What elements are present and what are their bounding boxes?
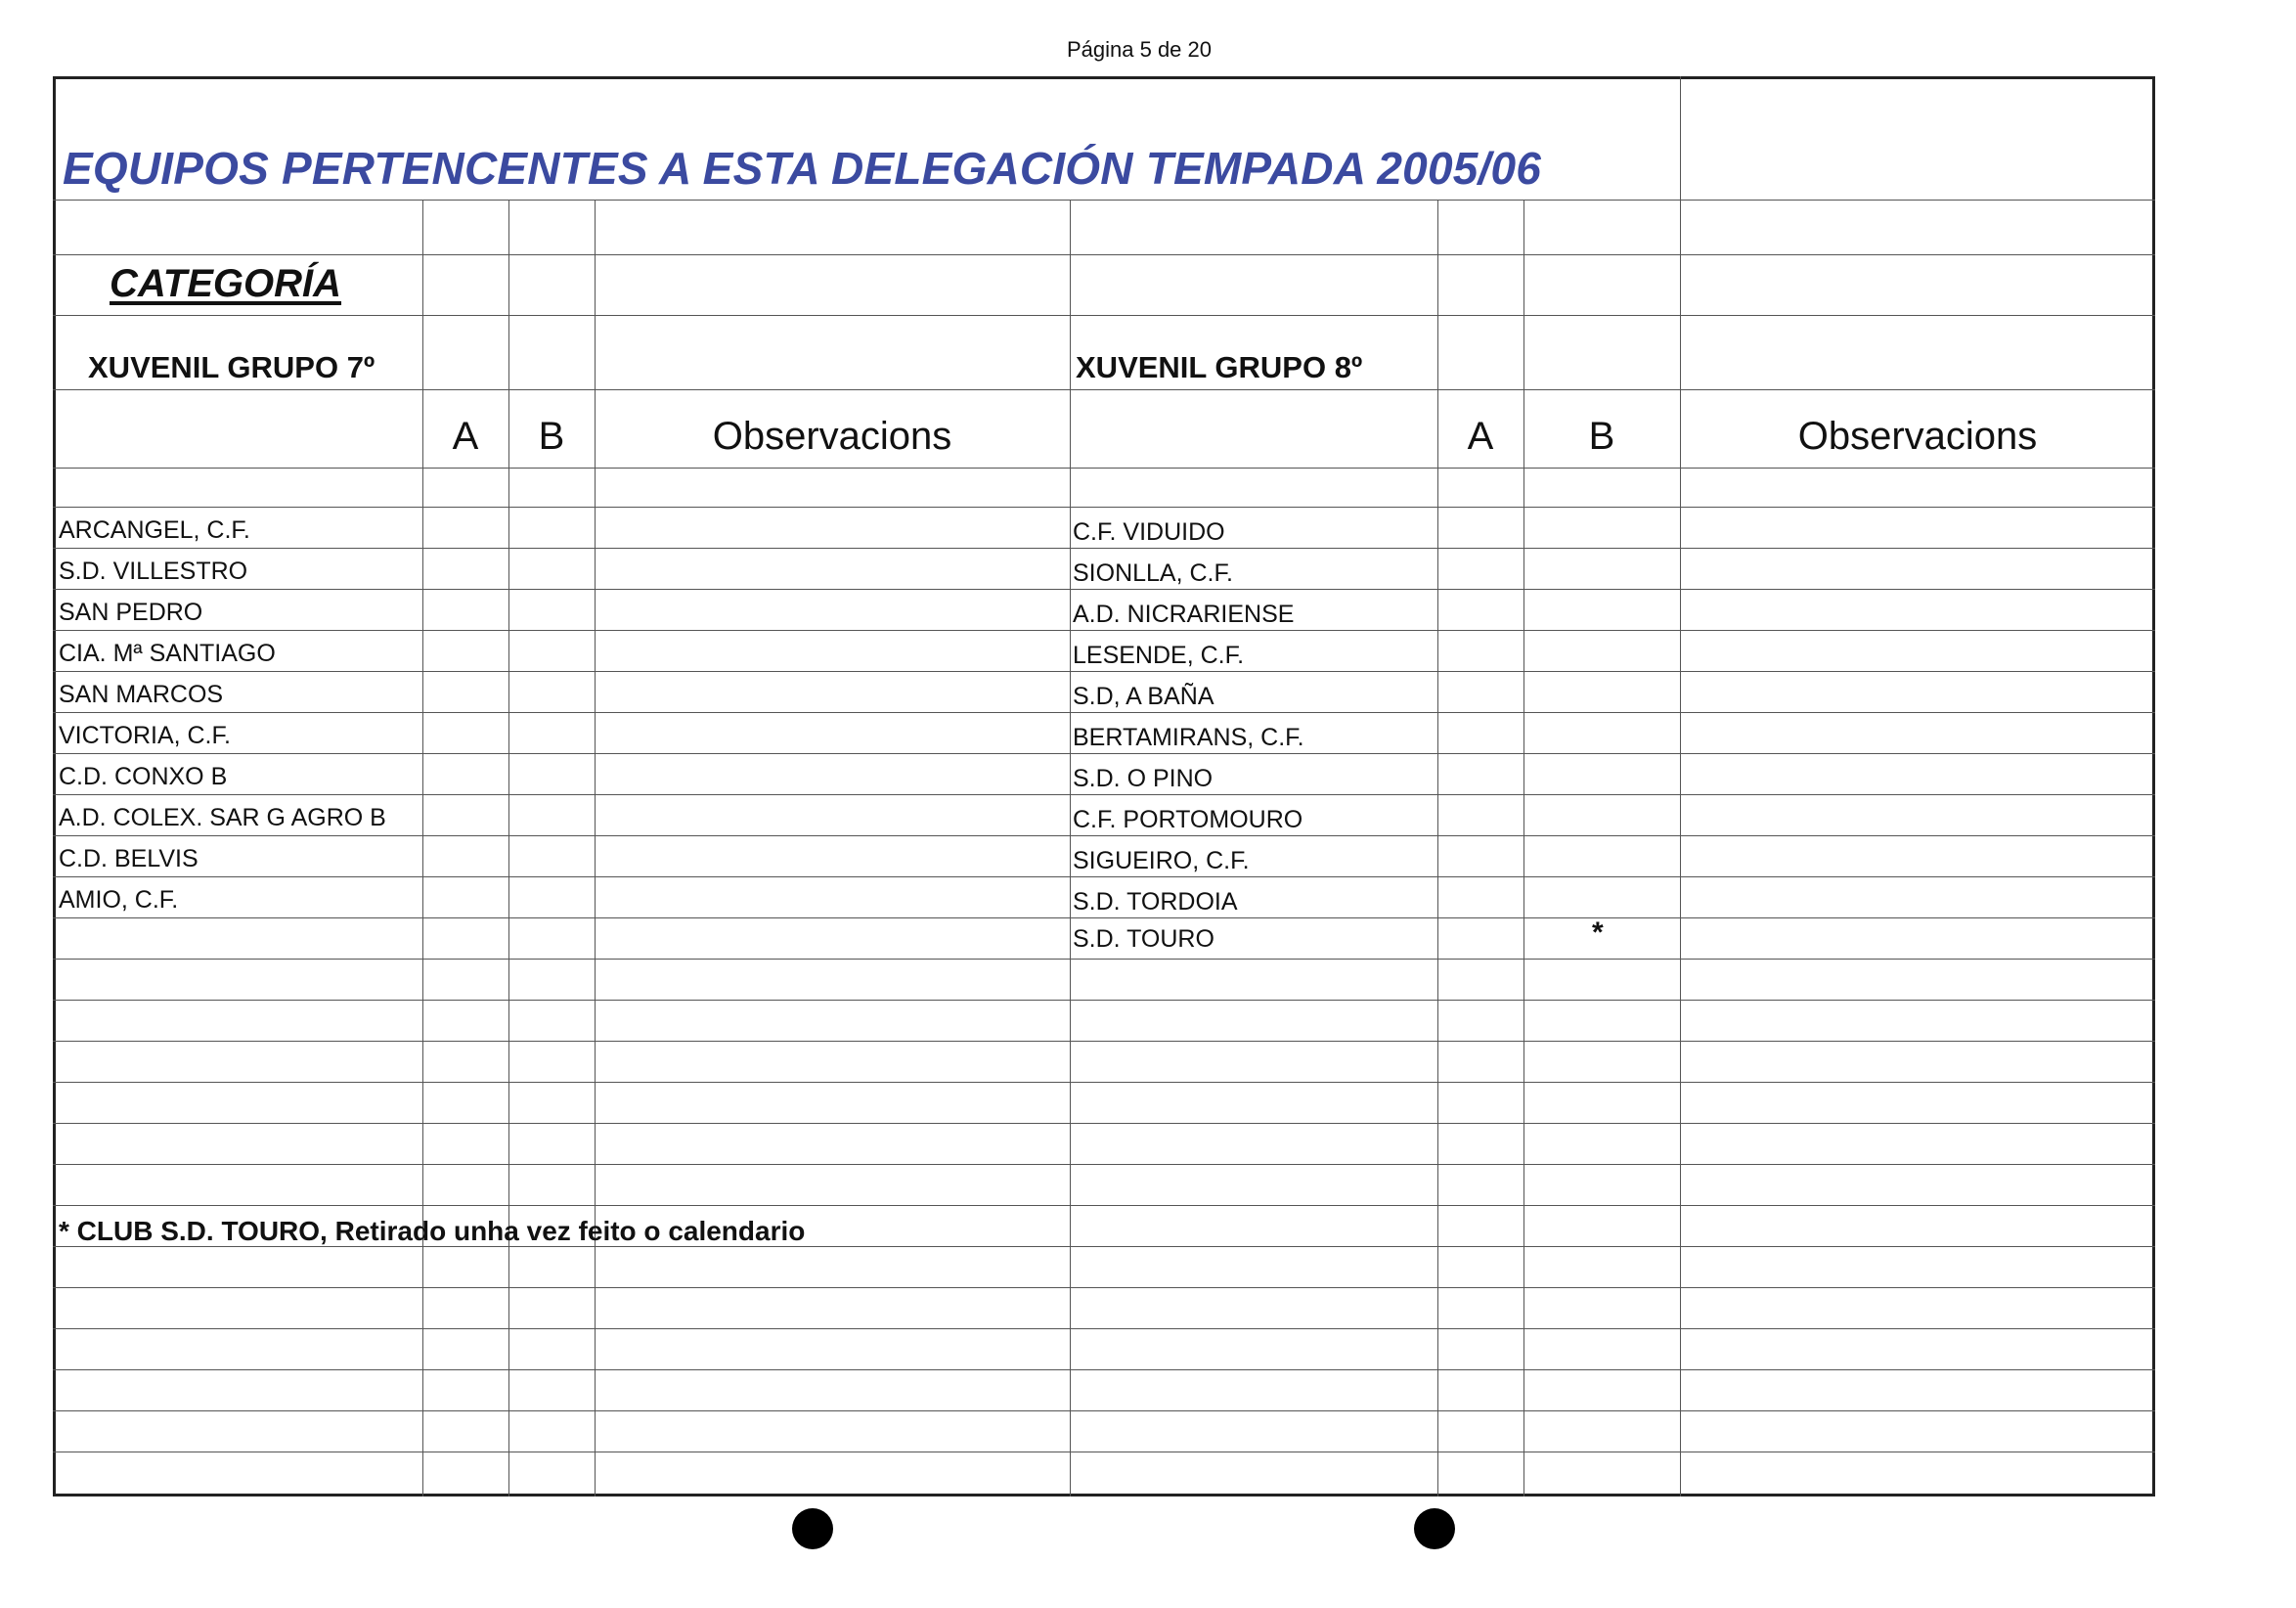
punch-hole-right: [1414, 1508, 1455, 1549]
touro-withdrawn-marker: *: [1592, 916, 1604, 949]
group-7-team: AMIO, C.F.: [59, 886, 179, 914]
group-7-team: VICTORIA, C.F.: [59, 722, 231, 749]
group-8-team: C.F. VIDUIDO: [1073, 518, 1225, 546]
group-7-observations-header: Observacions: [712, 415, 952, 458]
group-8-title: XUVENIL GRUPO 8º: [1076, 350, 1363, 384]
group-7-team: C.D. CONXO B: [59, 763, 228, 790]
group-8-team: BERTAMIRANS, C.F.: [1073, 724, 1304, 751]
group-7-col-b-header: B: [538, 415, 565, 458]
punch-hole-left: [792, 1508, 833, 1549]
group-8-col-b-header: B: [1588, 415, 1615, 458]
group-8-team: S.D. O PINO: [1073, 765, 1214, 792]
group-8-team: SIONLLA, C.F.: [1073, 559, 1233, 587]
group-7-team: CIA. Mª SANTIAGO: [59, 640, 276, 667]
group-8-team: S.D. TOURO: [1073, 925, 1214, 953]
group-8-team: A.D. NICRARIENSE: [1073, 601, 1295, 628]
group-8-team: SIGUEIRO, C.F.: [1073, 847, 1250, 874]
group-8-col-a-header: A: [1467, 415, 1494, 458]
footnote: * CLUB S.D. TOURO, Retirado unha vez feito o calendario: [59, 1216, 806, 1246]
group-7-col-a-header: A: [452, 415, 479, 458]
group-7-title: XUVENIL GRUPO 7º: [88, 350, 375, 384]
group-8-observations-header: Observacions: [1797, 415, 2038, 458]
group-7-team: S.D. VILLESTRO: [59, 558, 248, 585]
group-7-team: C.D. BELVIS: [59, 845, 199, 872]
page-number: Página 5 de 20: [1066, 37, 1213, 62]
group-8-team: S.D, A BAÑA: [1073, 683, 1214, 710]
group-7-team: SAN PEDRO: [59, 599, 203, 626]
group-8-team: C.F. PORTOMOURO: [1073, 806, 1303, 833]
group-7-team: ARCANGEL, C.F.: [59, 516, 250, 544]
group-8-team: S.D. TORDOIA: [1073, 888, 1238, 916]
group-8-team: LESENDE, C.F.: [1073, 642, 1245, 669]
page-title: EQUIPOS PERTENCENTES A ESTA DELEGACIÓN TEMPADA 2005/06: [63, 143, 1542, 194]
group-7-team: SAN MARCOS: [59, 681, 224, 708]
group-7-team: A.D. COLEX. SAR G AGRO B: [59, 804, 386, 831]
category-label: CATEGORÍA: [110, 262, 342, 305]
